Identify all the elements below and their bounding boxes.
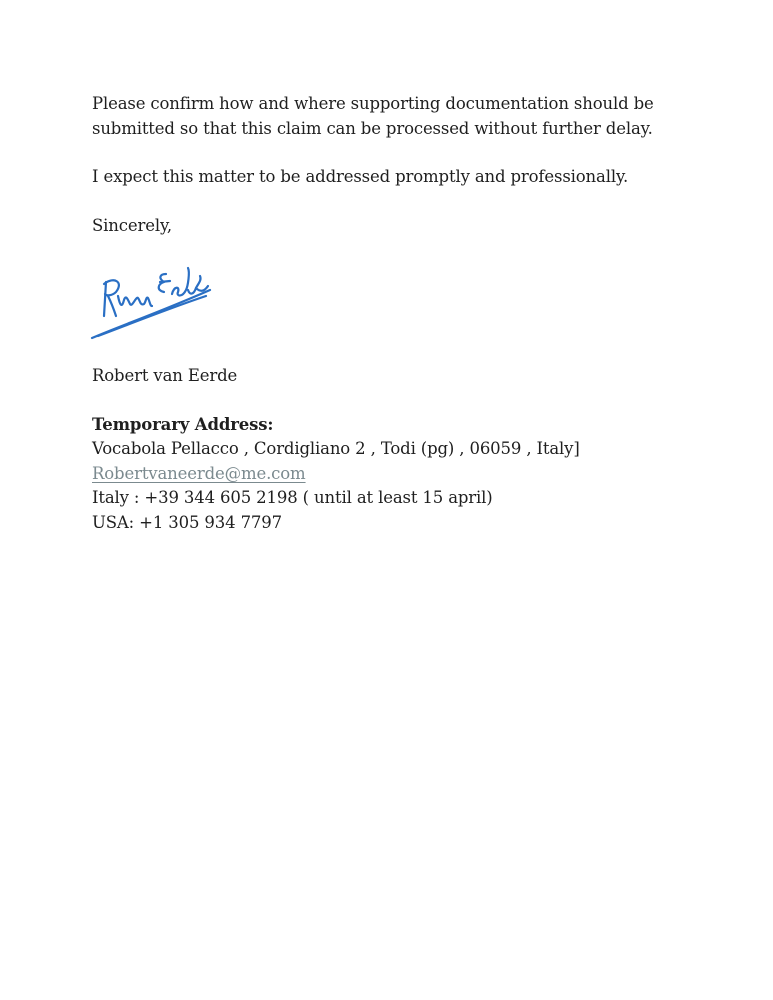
letter-body xyxy=(92,92,712,535)
address-line: Vocabola Pellacco , Cordigliano 2 , Todi (pg) , 06059 , Italy] xyxy=(92,439,580,458)
documentation-paragraph xyxy=(92,92,712,141)
email-line xyxy=(92,462,712,487)
signature-icon xyxy=(90,260,220,344)
contact-block xyxy=(92,413,712,536)
usa-phone-line: USA: +1 305 934 7797 xyxy=(92,512,282,532)
signer-name: Robert van Eerde xyxy=(92,366,238,385)
documentation-line-2: submitted so that this claim can be processed without further delay. xyxy=(92,118,653,138)
closing-salutation: Sincerely, xyxy=(92,215,173,235)
expectation-paragraph: I expect this matter to be addressed promptly and professionally. xyxy=(92,167,629,186)
documentation-line-1: Please confirm how and where supporting documentation should be xyxy=(92,94,654,113)
temporary-address-heading: Temporary Address: xyxy=(92,414,274,434)
email-link[interactable]: Robertvaneerde@me.com xyxy=(92,463,306,483)
italy-phone-line: Italy : +39 344 605 2198 ( until at least 15 april) xyxy=(92,488,493,507)
